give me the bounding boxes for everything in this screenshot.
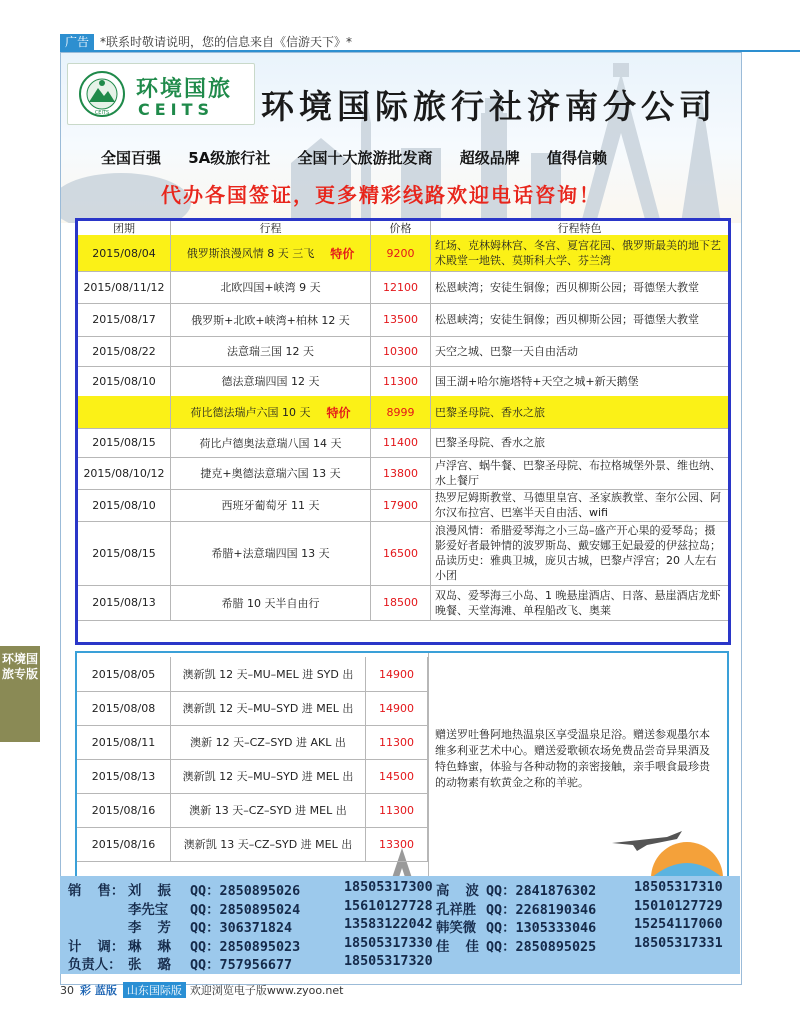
tour-date: 2015/08/15: [78, 521, 171, 585]
tour-date: 2015/08/15: [78, 428, 171, 457]
tour-features: 国王湖+哈尔施塔特+天空之城+新天鹅堡: [435, 374, 639, 388]
tour-route: [171, 457, 371, 489]
table-row: [77, 759, 428, 794]
table-row: [78, 457, 728, 490]
tour-route: [171, 336, 371, 366]
tour-date: 2015/08/10: [78, 366, 171, 396]
contact-phone: 15254117060: [634, 917, 723, 932]
contact-qq: QQ：306371824: [190, 921, 293, 936]
header-date: 团期: [78, 221, 171, 235]
tour-features: 松恩峡湾；安徒生铜像；西贝柳斯公园；哥德堡大教堂: [435, 313, 699, 326]
tour-date: 2015/08/05: [77, 657, 171, 691]
tour-price: 12100: [371, 271, 431, 303]
tour-price: 14500: [366, 759, 428, 793]
contact-role: 计 调：: [68, 939, 125, 955]
route-name: 希腊+法意瑞四国 13 天: [211, 547, 330, 560]
route-name: 西班牙葡萄牙 11 天: [221, 499, 320, 512]
contact-qq: QQ：2841876302: [486, 884, 597, 899]
tour-route: 澳新凯 12 天–MU–SYD 进 MEL 出: [171, 691, 366, 725]
contact-name: 韩笑微: [436, 921, 477, 936]
contact-name: 琳 琳: [128, 939, 171, 955]
table-row: [78, 489, 728, 522]
tour-features: 巴黎圣母院、香水之旅: [435, 405, 545, 419]
tour-route: [171, 489, 371, 521]
tour-features: 双岛、爱琴海三小岛、1 晚悬崖酒店、日落、悬崖酒店龙虾晚餐、天堂海滩、单程船改飞、奥莱: [435, 588, 721, 617]
edition-tag: 山东国际版: [123, 982, 186, 998]
table-row: [78, 235, 728, 272]
tour-price: 9200: [371, 235, 431, 271]
website-link[interactable]: 欢迎浏览电子版www.zyoo.net: [189, 984, 344, 997]
contact-qq: QQ：2268190346: [486, 902, 597, 918]
tour-route: [171, 303, 371, 336]
table-row: [78, 366, 728, 397]
route-name: 希腊 10 天半自由行: [221, 596, 320, 610]
contact-qq: QQ：2850895026: [190, 884, 301, 899]
tour-features: 红场、克林姆林宫、冬宫、夏宫花园、俄罗斯最美的地下艺术殿堂一地铁、莫斯科大学、芬兰湾: [435, 239, 721, 267]
special-offer-badge: 特价: [330, 246, 355, 261]
contact-panel: [60, 876, 740, 974]
table-row: [78, 303, 728, 337]
europe-tour-table: [75, 218, 731, 645]
logo: [67, 63, 255, 125]
tour-route: [171, 428, 371, 457]
visa-banner: 代办各国签证，更多精彩线路欢迎电话咨询！: [161, 183, 601, 207]
tour-route: [171, 366, 371, 396]
route-name: 北欧四国+峡湾 9 天: [220, 281, 321, 294]
tour-route: 澳新凯 12 天–MU–SYD 进 MEL 出: [171, 759, 366, 793]
tour-price: 8999: [371, 396, 431, 428]
contact-name: 刘 振: [128, 884, 171, 899]
contact-phone: 15610127728: [344, 898, 433, 914]
section-label: 彩 蓝版: [80, 984, 117, 997]
contact-qq: QQ：2850895023: [190, 939, 301, 955]
table-row: [77, 793, 428, 828]
contact-role: 销 售：: [68, 884, 125, 899]
page-number: 30: [60, 983, 74, 997]
tour-price: 17900: [371, 489, 431, 521]
top-bar: [0, 0, 800, 50]
slogan: 超级品牌: [459, 149, 520, 167]
route-name: 俄罗斯浪漫风情 8 天 三飞: [186, 247, 315, 260]
contact-qq: QQ：2850895025: [486, 939, 597, 955]
tour-date: 2015/08/13: [77, 759, 171, 793]
contact-phone: 15010127729: [634, 898, 723, 914]
tour-price: 18500: [371, 585, 431, 620]
slogan: 值得信赖: [547, 149, 608, 167]
contact-name: 高 波: [436, 884, 479, 899]
tour-route: [171, 585, 371, 620]
slogans: [101, 147, 741, 168]
tour-route: 澳新 13 天–CZ–SYD 进 MEL 出: [171, 793, 366, 827]
tour-date: 2015/08/10: [78, 489, 171, 521]
logo-chinese: 环境国旅: [136, 77, 233, 102]
route-name: 捷克+奥德法意瑞六国 13 天: [200, 467, 341, 480]
tour-date: 2015/08/13: [78, 585, 171, 620]
special-offer-badge: 特价: [326, 405, 351, 420]
tour-route: [171, 396, 371, 428]
route-name: 俄罗斯+北欧+峡湾+柏林 12 天: [191, 313, 350, 327]
contact-phone: 18505317330: [344, 935, 433, 951]
tour-price: 11300: [371, 366, 431, 396]
tour-price: 11400: [371, 428, 431, 457]
tour-features: 巴黎圣母院、香水之旅: [435, 436, 545, 449]
contact-qq: QQ：2850895024: [190, 902, 301, 918]
header-price: 价格: [371, 221, 431, 235]
table-row: [77, 827, 428, 862]
oceania-tour-table: [75, 651, 729, 910]
ad-frame: [60, 52, 742, 985]
contact-qq: QQ：757956677: [190, 958, 293, 973]
contact-name: 李先宝: [128, 902, 169, 918]
table-row: [78, 428, 728, 458]
slogan: 5A级旅行社: [188, 149, 271, 167]
tour-route: 澳新 12 天–CZ–SYD 进 AKL 出: [171, 725, 366, 759]
table-row: [78, 271, 728, 304]
ad-label: 广告: [60, 34, 94, 50]
route-name: 荷比卢德奥法意瑞八国 14 天: [199, 436, 342, 450]
tour-price: 14900: [366, 657, 428, 691]
contact-phone: 13583122042: [344, 917, 433, 932]
tour-route: 澳新凯 13 天–CZ–SYD 进 MEL 出: [171, 827, 366, 861]
contact-qq: QQ：1305333046: [486, 921, 597, 936]
tour-date: 2015/08/16: [77, 827, 171, 861]
ad-note: *联系时敬请说明，您的信息来自《信游天下》*: [100, 35, 353, 49]
tour-date: 2015/08/10/12: [78, 457, 171, 489]
tour-date: 2015/08/17: [78, 303, 171, 336]
tour-features: 天空之城、巴黎一天自由活动: [435, 344, 578, 358]
tour-date: 2015/08/11/12: [78, 271, 171, 303]
route-name: 荷比德法瑞卢六国 10 天: [190, 406, 311, 419]
tour-date: 2015/08/22: [78, 336, 171, 366]
tour-features: 热罗尼姆斯教堂、马德里皇宫、圣家族教堂、奎尔公园、阿尔汉布拉宫、巴塞半天自由活、wifi: [435, 491, 721, 519]
contact-name: 张 璐: [128, 958, 171, 973]
table-header-row: [78, 221, 728, 236]
contact-name: 孔祥胜: [436, 902, 477, 918]
tour-price: 10300: [371, 336, 431, 366]
tour-route: 澳新凯 12 天–MU–MEL 进 SYD 出: [171, 657, 366, 691]
oceania-features: 赠送罗吐鲁阿地热温泉区享受温泉足浴。赠送参观墨尔本维多利亚艺术中心。赠送爱歌顿农场免费品尝奇异果酒及特色蜂蜜，体验与各种动物的亲密接触，亲手喂食最珍贵的动物素有软黄金之称的羊驼。: [428, 653, 725, 906]
table-row: [77, 691, 428, 726]
tour-price: 16500: [371, 521, 431, 585]
tour-price: 13800: [371, 457, 431, 489]
slogan: 全国百强: [101, 149, 162, 167]
tour-date: 2015/08/04: [78, 235, 171, 271]
route-name: 德法意瑞四国 12 天: [221, 375, 320, 388]
contact-phone: 18505317310: [634, 880, 723, 895]
table-row: [78, 336, 728, 367]
contact-name: 佳 佳: [436, 939, 479, 955]
tour-date: 2015/08/08: [77, 691, 171, 725]
tour-route: [171, 235, 371, 271]
route-name: 法意瑞三国 12 天: [227, 345, 314, 358]
table-row: [77, 657, 428, 692]
header-route: 行程: [171, 221, 371, 235]
header: [61, 53, 741, 223]
header-features: 行程特色: [557, 221, 602, 235]
tour-price: 11300: [366, 793, 428, 827]
contact-phone: 18505317320: [344, 954, 433, 969]
tour-price: 13500: [371, 303, 431, 336]
side-label: 环境国旅专版: [0, 646, 40, 742]
tour-features: 卢浮宫、蜗牛餐、巴黎圣母院、布拉格城堡外景、维也纳、水上餐厅: [435, 459, 721, 487]
tour-features: 浪漫风情：希腊爱琴海之小三岛–盛产开心果的爱琴岛；摄影爱好者最钟情的波罗斯岛、戴安娜王妃最爱的伊兹拉岛；品读历史：雅典卫城，庞贝古城，巴黎卢浮宫；20 人左右小团: [435, 524, 721, 582]
table-row: [78, 585, 728, 621]
contact-role: 负责人：: [68, 958, 122, 973]
tour-date: [78, 396, 171, 428]
contact-phone: 18505317331: [634, 935, 723, 951]
slogan: 全国十大旅游批发商: [297, 149, 433, 167]
company-name: 环境国际旅行社济南分公司: [261, 87, 717, 126]
tour-price: 14900: [366, 691, 428, 725]
table-row: [77, 725, 428, 760]
logo-english: CEITS: [138, 100, 215, 119]
emblem-text: CEITS: [94, 110, 110, 116]
tour-route: [171, 271, 371, 303]
ceits-emblem-icon: [78, 70, 126, 118]
tour-features: 松恩峡湾；安徒生铜像；西贝柳斯公园；哥德堡大教堂: [435, 280, 699, 294]
tour-price: 13300: [366, 827, 428, 861]
contact-name: 李 芳: [128, 921, 171, 936]
tour-date: 2015/08/11: [77, 725, 171, 759]
contact-phone: 18505317300: [344, 880, 433, 895]
tour-route: [171, 521, 371, 585]
table-row: [78, 521, 728, 586]
footer: [60, 982, 343, 998]
table-row: [78, 396, 728, 429]
tour-date: 2015/08/16: [77, 793, 171, 827]
tour-price: 11300: [366, 725, 428, 759]
